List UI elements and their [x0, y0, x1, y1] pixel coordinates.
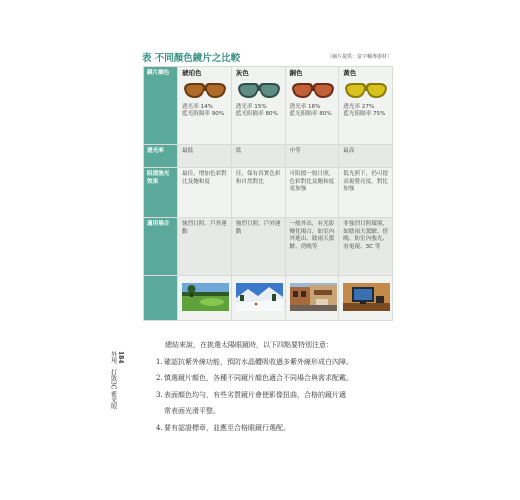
list-item-number: 4.: [156, 423, 163, 432]
list-item-continuation: 常表面光滑平整。: [164, 407, 220, 415]
list-item-text: 表面顏色均勻，有些劣質鏡片會使影像扭曲，合格的鏡片適: [164, 390, 346, 399]
row-header-usage: 適用場合: [144, 218, 178, 276]
usage-yellow: 非強烈日照環境，如陰雨天駕駛、傍晚、防室內強光、看電視、3C 等: [339, 218, 393, 276]
transmittance-yellow: 最高: [339, 145, 393, 168]
glare-gray: 佳，保有真實色彩和自然對比: [231, 168, 285, 218]
usage-gray: 強烈日照、戶外運動: [231, 218, 285, 276]
gray-lens-icon: [237, 81, 281, 100]
usage-amber: 強烈日照、戶外運動: [178, 218, 232, 276]
copper-lens-icon: [291, 81, 335, 100]
block-spec-gray: 藍光阻隔率 80%: [235, 111, 278, 118]
table-title: 表 不同顏色鏡片之比較: [142, 53, 241, 64]
row-header-lens-color: 鏡片顏色: [144, 67, 178, 145]
page-number: 184: [117, 351, 124, 364]
row-header-photos: [144, 276, 178, 321]
list-item-text: 確認抗紫外線功能，預防水晶體吸收過多紫外線形成白內障。: [164, 357, 353, 366]
lens-cell-gray: [231, 67, 285, 145]
block-spec-copper: 藍光阻隔率 80%: [289, 111, 332, 118]
lens-name-amber: 琥珀色: [182, 69, 202, 77]
photo-cell-gray: [231, 276, 285, 321]
list-item-text: 慎選鏡片顏色，各種不同鏡片顏色適合不同場合與需求配戴。: [164, 374, 353, 382]
list-item: [156, 354, 386, 371]
list-item-number: 2.: [156, 374, 163, 382]
transmit-spec-amber: 透光率 14%: [182, 103, 213, 110]
ski-slope-photo: [236, 283, 283, 311]
list-item-number: 1.: [156, 357, 163, 366]
transmit-spec-yellow: 透光率 27%: [343, 103, 375, 110]
golf-course-photo: [182, 283, 229, 311]
table-row-transmittance: [144, 145, 393, 168]
list-item: [156, 387, 386, 404]
chapter-title: 外用、打敗3C 藍光眼: [109, 351, 117, 410]
list-item-number: 3.: [156, 390, 163, 399]
block-spec-yellow: 藍光阻隔率 75%: [343, 111, 386, 118]
summary-text: [156, 337, 386, 436]
block-spec-amber: 藍光阻隔率 90%: [182, 111, 225, 118]
computer-desk-photo: [343, 283, 390, 311]
glare-yellow: 低光照下，仍可提高視覺亮度，對比加強: [339, 168, 393, 218]
row-header-transmittance: 透光率: [144, 145, 178, 168]
photo-cell-yellow: [339, 276, 393, 321]
glare-amber: 最佳，增加色彩對比及飽和度: [178, 168, 232, 218]
lens-name-gray: 灰色: [235, 69, 249, 77]
lens-comparison-table: [143, 66, 393, 321]
lens-name-copper: 銅色: [289, 69, 303, 77]
transmittance-copper: 中等: [285, 145, 339, 168]
photo-cell-amber: [178, 276, 232, 321]
lens-cell-yellow: [339, 67, 393, 145]
table-row-usage: [144, 218, 393, 276]
table-row-lens-color: [144, 67, 393, 145]
transmit-spec-gray: 透光率 15%: [235, 103, 267, 110]
usage-copper: 一般外出，有光影變化場合，如室內外進出、陰雨天駕駛、傍晚等: [285, 218, 339, 276]
image-source-note: （圖片提供：富宇輔導器材）: [326, 54, 392, 60]
transmit-spec-copper: 透光率 16%: [289, 103, 321, 110]
summary-intro: 總結來說，在挑選太陽眼鏡時，以下四點要特別注意：: [165, 341, 333, 349]
lens-cell-amber: [178, 67, 232, 145]
lens-cell-copper: [285, 67, 339, 145]
transmittance-gray: 低: [231, 145, 285, 168]
glare-copper: 可阻擋一般日照，色彩對比及飽和度更加強: [285, 168, 339, 218]
lens-name-yellow: 黃色: [343, 69, 357, 77]
list-item: [156, 370, 386, 387]
list-item: [156, 420, 386, 437]
running-head: [109, 351, 124, 410]
table-row-photos: [144, 276, 393, 321]
table-row-glare: [144, 168, 393, 218]
list-item-text: 要有認證標章，並應至合格眼鏡行選配。: [164, 423, 290, 432]
yellow-lens-icon: [344, 81, 388, 100]
amber-lens-icon: [183, 81, 227, 100]
photo-cell-copper: [285, 276, 339, 321]
transmittance-amber: 最低: [178, 145, 232, 168]
row-header-glare: 阻擋強光效果: [144, 168, 178, 218]
street-cafe-photo: [290, 283, 337, 311]
